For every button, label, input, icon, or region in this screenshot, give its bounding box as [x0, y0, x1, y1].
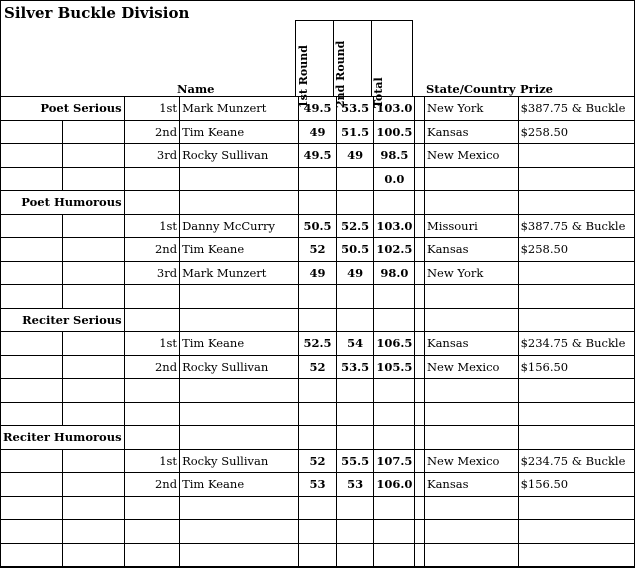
- round-2-score: [336, 496, 374, 520]
- prize-amount: $156.50: [518, 473, 634, 497]
- empty-cell: [62, 473, 124, 497]
- prize-amount: [518, 379, 634, 403]
- prize-amount: [518, 144, 634, 168]
- table-row: [1, 426, 635, 450]
- spacer-cell: [415, 332, 425, 356]
- empty-cell: [1, 261, 63, 285]
- empty-cell: [1, 543, 63, 567]
- empty-cell: [1, 238, 63, 262]
- table-row: [1, 261, 635, 285]
- placement: [124, 308, 179, 332]
- state-country: Kansas: [424, 120, 518, 144]
- empty-cell: [1, 285, 63, 309]
- round-1-score: [299, 426, 337, 450]
- header-state-country: State/Country: [426, 82, 516, 96]
- table-row: [1, 496, 635, 520]
- spacer-cell: [415, 214, 425, 238]
- prize-amount: [518, 496, 634, 520]
- header-prize: Prize: [520, 82, 553, 96]
- contestant-name: [180, 379, 299, 403]
- table-row: [1, 332, 635, 356]
- state-country: New Mexico: [424, 449, 518, 473]
- prize-amount: [518, 191, 634, 215]
- round-1-score: [299, 191, 337, 215]
- state-country: Missouri: [424, 214, 518, 238]
- contestant-name: [180, 285, 299, 309]
- prize-amount: [518, 543, 634, 567]
- prize-amount: $258.50: [518, 238, 634, 262]
- empty-cell: [62, 520, 124, 544]
- placement: 2nd: [124, 355, 179, 379]
- empty-cell: [62, 144, 124, 168]
- round-1-score: 52: [299, 238, 337, 262]
- state-country: [424, 543, 518, 567]
- state-country: New York: [424, 261, 518, 285]
- round-2-score: [336, 402, 374, 426]
- placement: [124, 285, 179, 309]
- empty-cell: [1, 332, 63, 356]
- prize-amount: [518, 402, 634, 426]
- placement: [124, 402, 179, 426]
- prize-amount: [518, 285, 634, 309]
- total-score: 106.0: [374, 473, 415, 497]
- spacer-cell: [415, 120, 425, 144]
- contestant-name: [180, 402, 299, 426]
- spacer-cell: [415, 426, 425, 450]
- round-2-score: 54: [336, 332, 374, 356]
- round-1-score: [299, 167, 337, 191]
- header-line: [295, 20, 296, 96]
- contestant-name: Rocky Sullivan: [180, 449, 299, 473]
- prize-amount: $234.75 & Buckle: [518, 449, 634, 473]
- state-country: New Mexico: [424, 355, 518, 379]
- empty-cell: [62, 238, 124, 262]
- header-round-1: 1st Round: [297, 45, 310, 108]
- empty-cell: [1, 449, 63, 473]
- round-2-score: 49: [336, 144, 374, 168]
- table-row: [1, 449, 635, 473]
- round-1-score: 52: [299, 355, 337, 379]
- total-score: 103.0: [374, 214, 415, 238]
- prize-amount: $258.50: [518, 120, 634, 144]
- category-label: Reciter Humorous: [1, 426, 125, 450]
- spacer-cell: [415, 402, 425, 426]
- prize-amount: $387.75 & Buckle: [518, 214, 634, 238]
- placement: 1st: [124, 97, 179, 121]
- table-row: [1, 520, 635, 544]
- empty-cell: [1, 120, 63, 144]
- spacer-cell: [415, 191, 425, 215]
- table-row: [1, 191, 635, 215]
- contestant-name: Mark Munzert: [180, 97, 299, 121]
- empty-cell: [62, 332, 124, 356]
- table-row: [1, 97, 635, 121]
- spacer-cell: [415, 379, 425, 403]
- round-2-score: [336, 167, 374, 191]
- placement: [124, 379, 179, 403]
- state-country: [424, 285, 518, 309]
- total-score: 0.0: [374, 167, 415, 191]
- prize-amount: [518, 520, 634, 544]
- round-2-score: [336, 379, 374, 403]
- empty-cell: [1, 496, 63, 520]
- round-1-score: 49.5: [299, 97, 337, 121]
- table-row: [1, 355, 635, 379]
- division-title: Silver Buckle Division: [4, 4, 190, 22]
- placement: [124, 520, 179, 544]
- results-table: [0, 96, 635, 567]
- empty-cell: [1, 402, 63, 426]
- empty-cell: [62, 214, 124, 238]
- total-score: 105.5: [374, 355, 415, 379]
- state-country: [424, 520, 518, 544]
- round-2-score: [336, 285, 374, 309]
- prize-amount: [518, 167, 634, 191]
- empty-cell: [62, 285, 124, 309]
- placement: [124, 191, 179, 215]
- placement: [124, 167, 179, 191]
- round-2-score: [336, 426, 374, 450]
- header-line: [412, 20, 413, 96]
- round-2-score: 49: [336, 261, 374, 285]
- total-score: 102.5: [374, 238, 415, 262]
- total-score: 98.5: [374, 144, 415, 168]
- spacer-cell: [415, 543, 425, 567]
- header-name: Name: [177, 82, 215, 96]
- empty-cell: [62, 449, 124, 473]
- table-row: [1, 285, 635, 309]
- header-line: [295, 20, 412, 21]
- round-1-score: [299, 308, 337, 332]
- prize-amount: $234.75 & Buckle: [518, 332, 634, 356]
- round-1-score: [299, 285, 337, 309]
- spacer-cell: [415, 238, 425, 262]
- round-2-score: 50.5: [336, 238, 374, 262]
- contestant-name: Danny McCurry: [180, 214, 299, 238]
- spacer-cell: [415, 496, 425, 520]
- round-1-score: [299, 543, 337, 567]
- empty-cell: [62, 402, 124, 426]
- contestant-name: Tim Keane: [180, 332, 299, 356]
- prize-amount: $387.75 & Buckle: [518, 97, 634, 121]
- total-score: 103.0: [374, 97, 415, 121]
- placement: 2nd: [124, 120, 179, 144]
- placement: 3rd: [124, 261, 179, 285]
- state-country: [424, 308, 518, 332]
- state-country: [424, 496, 518, 520]
- round-1-score: 53: [299, 473, 337, 497]
- round-2-score: 53.5: [336, 355, 374, 379]
- placement: 3rd: [124, 144, 179, 168]
- empty-cell: [1, 214, 63, 238]
- header-line: [333, 20, 334, 96]
- total-score: [374, 496, 415, 520]
- total-score: [374, 402, 415, 426]
- empty-cell: [62, 543, 124, 567]
- table-row: [1, 473, 635, 497]
- round-1-score: [299, 520, 337, 544]
- round-1-score: [299, 379, 337, 403]
- contestant-name: [180, 520, 299, 544]
- category-label: Poet Humorous: [1, 191, 125, 215]
- table-row: [1, 543, 635, 567]
- placement: [124, 543, 179, 567]
- empty-cell: [62, 379, 124, 403]
- state-country: [424, 191, 518, 215]
- spacer-cell: [415, 308, 425, 332]
- table-row: [1, 402, 635, 426]
- total-score: [374, 285, 415, 309]
- empty-cell: [62, 496, 124, 520]
- placement: [124, 426, 179, 450]
- placement: [124, 496, 179, 520]
- round-2-score: [336, 191, 374, 215]
- round-1-score: 52: [299, 449, 337, 473]
- round-1-score: 52.5: [299, 332, 337, 356]
- table-row: [1, 379, 635, 403]
- prize-amount: $156.50: [518, 355, 634, 379]
- contestant-name: [180, 191, 299, 215]
- contestant-name: [180, 543, 299, 567]
- prize-amount: [518, 308, 634, 332]
- header-line: [371, 20, 372, 96]
- empty-cell: [1, 379, 63, 403]
- empty-cell: [1, 355, 63, 379]
- category-label: Poet Serious: [1, 97, 125, 121]
- state-country: Kansas: [424, 332, 518, 356]
- spacer-cell: [415, 449, 425, 473]
- prize-amount: [518, 426, 634, 450]
- contestant-name: [180, 308, 299, 332]
- contestant-name: Mark Munzert: [180, 261, 299, 285]
- total-score: [374, 191, 415, 215]
- spacer-cell: [415, 285, 425, 309]
- header-round-2: 2nd Round: [334, 40, 347, 108]
- round-1-score: [299, 496, 337, 520]
- total-score: [374, 543, 415, 567]
- contestant-name: [180, 167, 299, 191]
- round-2-score: [336, 308, 374, 332]
- contestant-name: Rocky Sullivan: [180, 144, 299, 168]
- round-2-score: 51.5: [336, 120, 374, 144]
- total-score: [374, 520, 415, 544]
- placement: 2nd: [124, 238, 179, 262]
- contestant-name: Tim Keane: [180, 120, 299, 144]
- table-row: [1, 167, 635, 191]
- round-2-score: [336, 543, 374, 567]
- empty-cell: [1, 520, 63, 544]
- round-2-score: 53.5: [336, 97, 374, 121]
- total-score: [374, 308, 415, 332]
- category-label: Reciter Serious: [1, 308, 125, 332]
- total-score: 107.5: [374, 449, 415, 473]
- empty-cell: [62, 120, 124, 144]
- round-1-score: 49: [299, 261, 337, 285]
- total-score: 100.5: [374, 120, 415, 144]
- placement: 1st: [124, 449, 179, 473]
- empty-cell: [62, 261, 124, 285]
- round-1-score: 49.5: [299, 144, 337, 168]
- placement: 2nd: [124, 473, 179, 497]
- spacer-cell: [415, 97, 425, 121]
- empty-cell: [62, 355, 124, 379]
- total-score: 98.0: [374, 261, 415, 285]
- prize-amount: [518, 261, 634, 285]
- empty-cell: [1, 144, 63, 168]
- table-row: [1, 308, 635, 332]
- empty-cell: [62, 167, 124, 191]
- contestant-name: Rocky Sullivan: [180, 355, 299, 379]
- round-2-score: [336, 520, 374, 544]
- state-country: New Mexico: [424, 144, 518, 168]
- state-country: Kansas: [424, 473, 518, 497]
- state-country: [424, 402, 518, 426]
- spacer-cell: [415, 473, 425, 497]
- table-row: [1, 238, 635, 262]
- spacer-cell: [415, 167, 425, 191]
- state-country: [424, 379, 518, 403]
- spacer-cell: [415, 261, 425, 285]
- round-1-score: [299, 402, 337, 426]
- spacer-cell: [415, 520, 425, 544]
- header-total: Total: [372, 77, 385, 108]
- round-1-score: 49: [299, 120, 337, 144]
- table-row: [1, 120, 635, 144]
- state-country: [424, 426, 518, 450]
- contestant-name: [180, 426, 299, 450]
- table-row: [1, 214, 635, 238]
- spacer-cell: [415, 144, 425, 168]
- empty-cell: [1, 473, 63, 497]
- spacer-cell: [415, 355, 425, 379]
- results-rows: [1, 97, 635, 567]
- contestant-name: Tim Keane: [180, 238, 299, 262]
- round-1-score: 50.5: [299, 214, 337, 238]
- total-score: 106.5: [374, 332, 415, 356]
- table-row: [1, 144, 635, 168]
- total-score: [374, 379, 415, 403]
- round-2-score: 52.5: [336, 214, 374, 238]
- state-country: Kansas: [424, 238, 518, 262]
- contestant-name: [180, 496, 299, 520]
- contestant-name: Tim Keane: [180, 473, 299, 497]
- placement: 1st: [124, 214, 179, 238]
- empty-cell: [1, 167, 63, 191]
- round-2-score: 55.5: [336, 449, 374, 473]
- state-country: New York: [424, 97, 518, 121]
- state-country: [424, 167, 518, 191]
- total-score: [374, 426, 415, 450]
- placement: 1st: [124, 332, 179, 356]
- round-2-score: 53: [336, 473, 374, 497]
